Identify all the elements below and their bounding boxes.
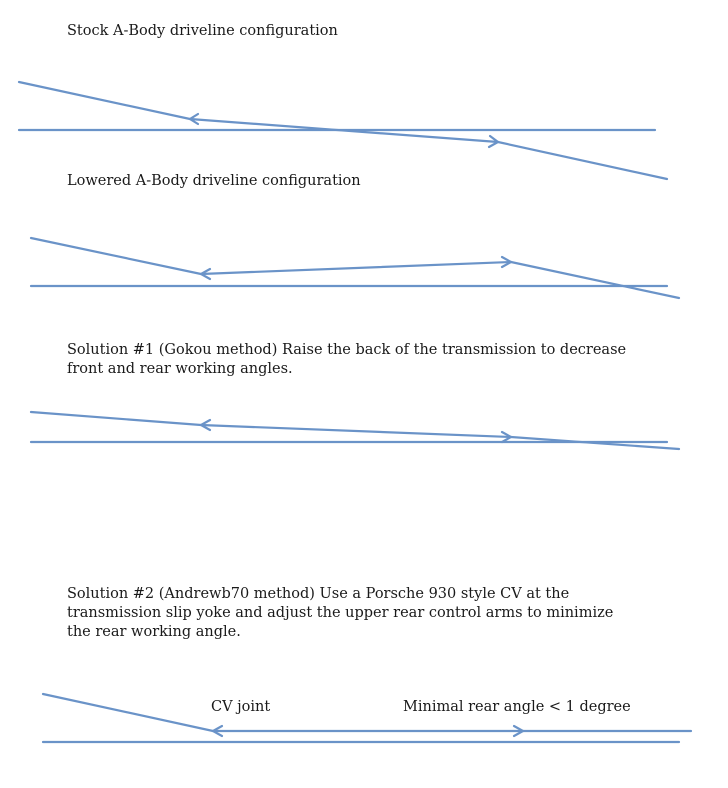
transmission-line	[31, 238, 201, 274]
label-cv-joint: CV joint	[211, 699, 271, 715]
diagram-stock	[19, 82, 667, 179]
diagram-solution-2	[43, 694, 691, 742]
label-rear-angle: Minimal rear angle < 1 degree	[403, 699, 631, 715]
caption-lowered: Lowered A-Body driveline configuration	[67, 173, 361, 189]
caption-solution-1: Solution #1 (Gokou method) Raise the back of the transmission to decrease front and rear working angles.	[67, 342, 627, 377]
diagram-lowered	[31, 238, 679, 298]
transmission-line	[31, 412, 201, 425]
pinion-line	[498, 142, 667, 179]
caption-stock: Stock A-Body driveline configuration	[67, 23, 338, 39]
driveshaft-line	[201, 425, 511, 437]
transmission-line	[43, 694, 213, 731]
transmission-line	[19, 82, 190, 119]
driveshaft-line	[201, 262, 511, 274]
caption-solution-2: Solution #2 (Andrewb70 method) Use a Porsche 930 style CV at the transmission slip yoke and adjust the upper rear control arms to minimize the rear working angle.	[67, 586, 614, 640]
diagram-solution-1	[31, 412, 679, 449]
pinion-line	[511, 262, 679, 298]
